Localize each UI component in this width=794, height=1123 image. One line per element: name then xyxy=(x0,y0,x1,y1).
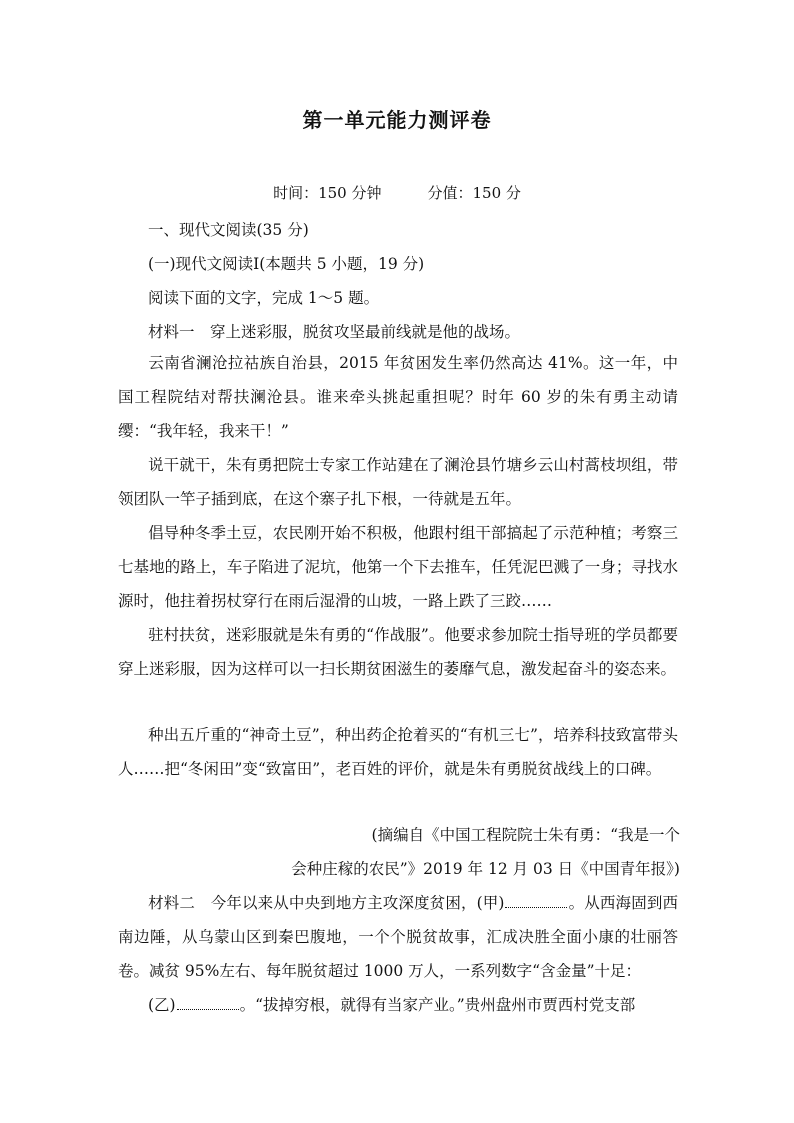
time-limit: 时间：150 分钟 xyxy=(273,184,382,202)
exam-meta xyxy=(0,182,794,203)
paragraph: 材料二 今年以来从中央到地方主攻深度贫困，(甲) 。从西海固到西南边陲，从乌蒙山区到秦巴腹地，一个个脱贫故事，汇成决胜全面小康的壮丽答卷。减贫 95%左右、每年脱贫超过 1000 万人，一系列数字“含金量”十足： xyxy=(118,894,678,980)
subsection-heading: (一)现代文阅读Ⅰ(本题共 5 小题，19 分) xyxy=(148,255,425,273)
paragraph: 种出五斤重的“神奇土豆”，种出药企抢着买的“有机三七”，培养科技致富带头人……把“冬闲田”变“致富田”，老百姓的评价，就是朱有勇脱贫战线上的口碑。 xyxy=(118,726,678,778)
page-title: 第一单元能力测评卷 xyxy=(302,108,492,132)
material1-heading: 材料一 穿上迷彩服，脱贫攻坚最前线就是他的战场。 xyxy=(148,323,521,341)
fill-blank xyxy=(177,995,239,1010)
section-heading: 一、现代文阅读(35 分) xyxy=(148,221,309,239)
paragraph: 倡导种冬季土豆，农民刚开始不积极，他跟村组干部搞起了示范种植；考察三七基地的路上，车子陷进了泥坑，他第一个下去推车，任凭泥巴溅了一身；寻找水源时，他拄着拐杖穿行在雨后湿滑的山坡，一路上跌了三跤…… xyxy=(118,524,678,610)
paragraph: (乙) 。“拔掉穷根，就得有当家产业。”贵州盘州市贾西村党支部 xyxy=(148,996,636,1014)
total-score: 分值：150 分 xyxy=(427,184,521,202)
fill-blank xyxy=(505,893,567,908)
paragraph: 驻村扶贫，迷彩服就是朱有勇的“作战服”。他要求参加院士指导班的学员都要穿上迷彩服，因为这样可以一扫长期贫困滋生的萎靡气息，激发起奋斗的姿态来。 xyxy=(118,626,678,678)
paragraph: 云南省澜沧拉祜族自治县，2015 年贫困发生率仍然高达 41%。这一年，中国工程院结对帮扶澜沧县。谁来牵头挑起重担呢？时年 60 岁的朱有勇主动请缨：“我年轻，我来干！” xyxy=(118,354,678,440)
source-citation: 会种庄稼的农民”》2019 年 12 月 03 日《中国青年报》) xyxy=(291,860,680,878)
paragraph: 说干就干，朱有勇把院士专家工作站建在了澜沧县竹塘乡云山村蒿枝坝组，带领团队一竿子插到底，在这个寨子扎下根，一待就是五年。 xyxy=(118,456,678,508)
source-citation: (摘编自《中国工程院院士朱有勇：“我是一个 xyxy=(371,826,680,844)
instruction: 阅读下面的文字，完成 1～5 题。 xyxy=(148,289,380,307)
